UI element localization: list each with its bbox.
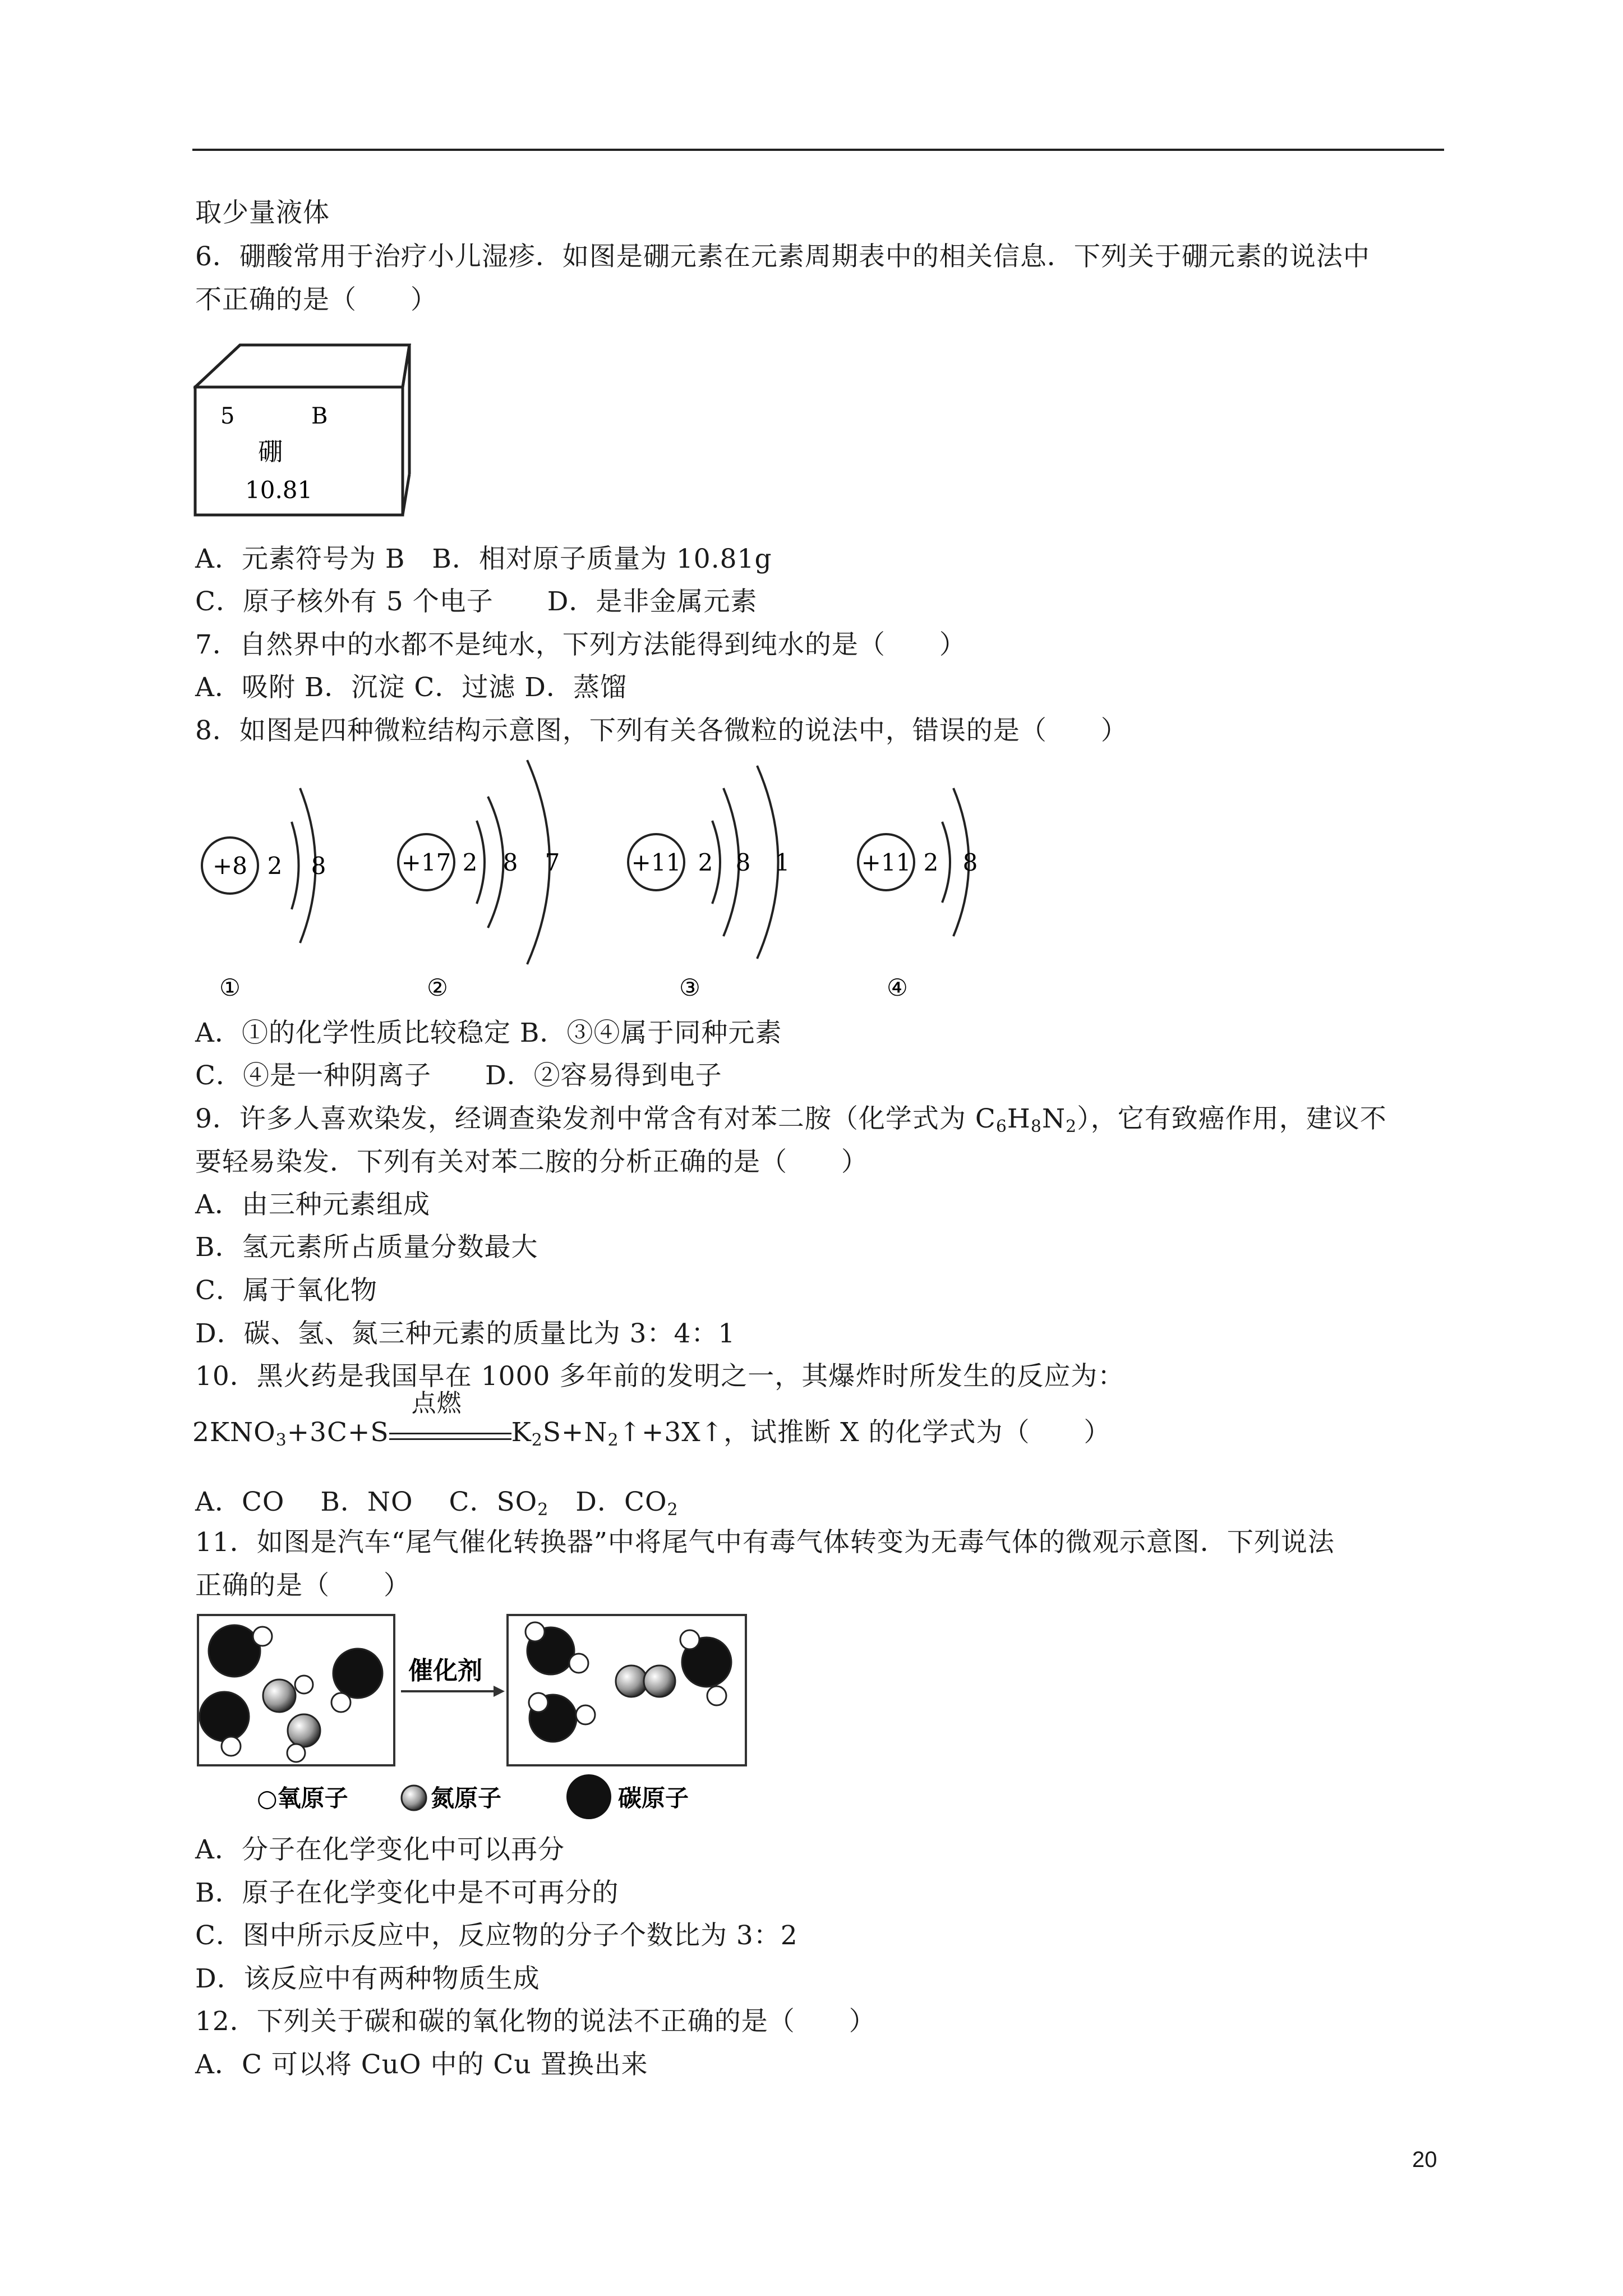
catalyst-label: 催化剂	[408, 1657, 482, 1685]
subscript: 8	[1030, 1117, 1042, 1137]
eq-text: +3C+S	[287, 1417, 389, 1448]
eq-text: S+N	[542, 1417, 608, 1448]
legend-nitrogen-icon	[402, 1786, 426, 1810]
shell-electrons: 8	[311, 852, 326, 880]
element-symbol: B	[311, 403, 328, 429]
header-rule	[192, 149, 1444, 151]
subscript: 2	[537, 1500, 549, 1520]
question-10-stem: 10．黑火药是我国早在 1000 多年前的发明之一，其爆炸时所发生的反应为：	[195, 1361, 1125, 1392]
atomic-structure-diagrams	[191, 754, 998, 1013]
diagram-label: ④	[887, 974, 908, 1001]
legend-carbon-icon	[566, 1774, 611, 1819]
opt-text: D．CO	[548, 1487, 667, 1517]
question-11-stem-cont: 正确的是（ ）	[195, 1570, 411, 1601]
eq-text: K	[511, 1417, 532, 1448]
shell-electrons: 2	[698, 849, 713, 876]
shell-electrons: 8	[962, 849, 978, 876]
question-6-options-cd: C．原子核外有 5 个电子 D．是非金属元素	[195, 586, 758, 617]
atomic-number: 5	[220, 403, 235, 429]
shell-electrons: 8	[735, 849, 751, 876]
reaction-condition: 点燃	[411, 1389, 462, 1418]
question-8-options-cd: C．④是一种阴离子 D．②容易得到电子	[195, 1060, 722, 1091]
question-10-equation	[192, 1389, 1111, 1450]
question-11-option-d: D．该反应中有两种物质生成	[195, 1963, 540, 1994]
q9-text: N	[1042, 1103, 1066, 1134]
question-6-stem: 6．硼酸常用于治疗小儿湿疹．如图是硼元素在元素周期表中的相关信息．下列关于硼元素的说法中	[195, 241, 1370, 272]
nucleus-charge: +11	[631, 849, 681, 876]
eq-text: ↑+3X↑，试推断 X 的化学式为（ ）	[619, 1417, 1111, 1448]
nucleus-charge: +11	[861, 849, 911, 876]
question-11-option-c: C．图中所示反应中，反应物的分子个数比为 3：2	[195, 1920, 798, 1951]
question-6-stem-cont: 不正确的是（ ）	[195, 284, 437, 315]
q9-text: H	[1007, 1103, 1031, 1134]
subscript: 3	[275, 1430, 287, 1450]
shell-electrons: 2	[267, 852, 283, 880]
question-9-option-d: D．碳、氢、氮三种元素的质量比为 3：4：1	[195, 1318, 736, 1349]
equals-line	[389, 1438, 511, 1440]
catalytic-reaction-diagram	[196, 1613, 751, 1826]
question-11-option-a: A．分子在化学变化中可以再分	[195, 1834, 565, 1865]
question-8-options-ab: A．①的化学性质比较稳定 B．③④属于同种元素	[195, 1018, 782, 1048]
question-9-stem	[195, 1102, 1387, 1136]
equals-line	[389, 1433, 511, 1434]
page-number: 20	[1412, 2147, 1437, 2172]
question-9-option-b: B．氢元素所占质量分数最大	[195, 1232, 538, 1263]
eq-text: 2KNO	[192, 1417, 276, 1448]
shell-electrons: 2	[923, 849, 939, 876]
question-10-options	[195, 1485, 679, 1519]
subscript: 2	[1066, 1117, 1077, 1137]
diagram-label: ②	[427, 974, 448, 1001]
legend-oxygen: ○氧原子	[257, 1784, 348, 1812]
atomic-mass: 10.81	[245, 476, 313, 504]
element-name: 硼	[258, 438, 283, 466]
subscript: 2	[531, 1430, 543, 1450]
question-7-options: A．吸附 B．沉淀 C．过滤 D．蒸馏	[195, 672, 627, 703]
question-6-options-ab: A．元素符号为 B B．相对原子质量为 10.81g	[195, 544, 772, 574]
legend-carbon: 碳原子	[618, 1784, 689, 1812]
q9-text: 9．许多人喜欢染发，经调查染发剂中常含有对苯二胺（化学式为 C	[195, 1103, 996, 1134]
shell-electrons: 7	[545, 849, 560, 876]
nucleus-charge: +17	[401, 849, 451, 876]
q9-text: ），它有致癌作用，建议不	[1077, 1103, 1387, 1134]
shell-electrons: 8	[502, 849, 518, 876]
diagram-label: ③	[679, 974, 700, 1001]
question-9-option-c: C．属于氧化物	[195, 1275, 377, 1306]
shell-electrons: 2	[462, 849, 478, 876]
subscript: 2	[667, 1500, 679, 1520]
question-11-stem: 11．如图是汽车“尾气催化转换器”中将尾气中有毒气体转变为无毒气体的微观示意图．下列说法	[195, 1527, 1335, 1558]
question-12-option-a: A．C 可以将 CuO 中的 Cu 置换出来	[195, 2049, 648, 2080]
question-8-stem: 8．如图是四种微粒结构示意图，下列有关各微粒的说法中，错误的是（ ）	[195, 715, 1128, 746]
subscript: 2	[607, 1430, 619, 1450]
text-line: 取少量液体	[195, 197, 330, 228]
nucleus-charge: +8	[213, 852, 247, 880]
question-7-stem: 7．自然界中的水都不是纯水，下列方法能得到纯水的是（ ）	[195, 629, 966, 660]
question-12-stem: 12．下列关于碳和碳的氧化物的说法不正确的是（ ）	[195, 2006, 876, 2037]
boron-element-card	[193, 342, 412, 522]
diagram-label: ①	[219, 974, 241, 1001]
subscript: 6	[995, 1117, 1007, 1137]
question-9-stem-cont: 要轻易染发．下列有关对苯二胺的分析正确的是（ ）	[195, 1147, 868, 1177]
reaction-condition-arrow	[389, 1389, 511, 1450]
opt-text: A．CO B．NO C．SO	[195, 1487, 538, 1517]
shell-electrons: 1	[774, 849, 790, 876]
question-11-option-b: B．原子在化学变化中是不可再分的	[195, 1878, 619, 1908]
legend-nitrogen: 氮原子	[431, 1784, 502, 1812]
question-9-option-a: A．由三种元素组成	[195, 1189, 430, 1220]
